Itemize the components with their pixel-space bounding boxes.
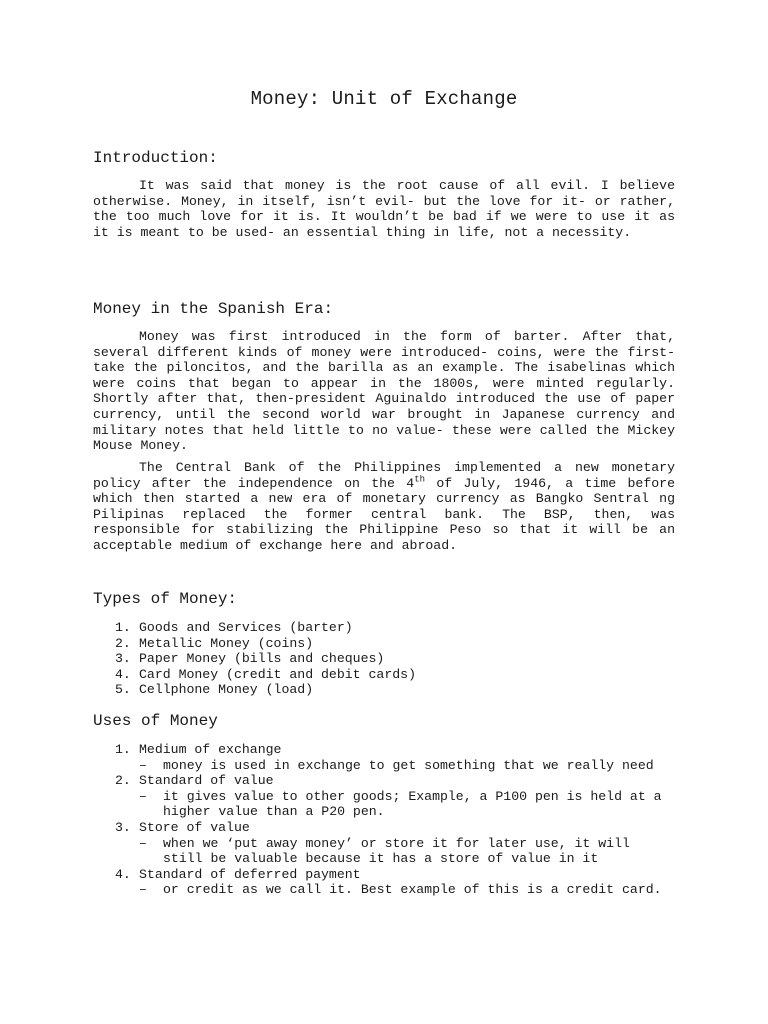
list-number: 1. xyxy=(115,620,131,635)
dash-bullet: – xyxy=(139,882,147,898)
list-sub-item xyxy=(139,836,675,867)
list-item xyxy=(93,636,675,652)
list-text: Store of value xyxy=(139,819,250,835)
uses-of-money-list xyxy=(93,742,675,898)
list-item xyxy=(93,820,675,867)
list-text: Metallic Money (coins) xyxy=(139,635,314,651)
list-text: Cellphone Money (load) xyxy=(139,682,314,698)
dash-bullet: – xyxy=(139,788,147,804)
list-text: Medium of exchange xyxy=(139,742,282,757)
sub-item-text: money is used in exchange to get something that we really need xyxy=(163,757,654,773)
list-number: 2. xyxy=(115,773,131,789)
paragraph-spanish-era-2-part-b: of July, 1946, a time before which then started a new era of monetary currency as Bangko Sentral ng Pilipinas replaced the former central bank. The BSP, then, was responsible for stabilizing the Philippine Peso so that it will be an acceptable medium of exchange here and abroad. xyxy=(93,475,675,553)
list-sub-item xyxy=(139,882,675,898)
document-title: Money: Unit of Exchange xyxy=(250,88,518,110)
list-number: 5. xyxy=(115,682,131,698)
ordinal-suffix: th xyxy=(414,474,426,485)
list-sub-item xyxy=(139,789,675,820)
list-number: 2. xyxy=(115,635,131,651)
list-item xyxy=(93,651,675,667)
list-text: Goods and Services (barter) xyxy=(139,620,353,635)
list-item xyxy=(93,667,675,683)
heading-types-of-money: Types of Money: xyxy=(93,590,238,608)
paragraph-spanish-era-2-part-a: The Central Bank of the Philippines implemented a new monetary policy after the independence on the 4 xyxy=(93,460,675,491)
sub-item-text: or credit as we call it. Best example of this is a credit card. xyxy=(163,882,662,898)
list-sub-item xyxy=(139,758,675,774)
dash-bullet: – xyxy=(139,757,147,773)
heading-uses-of-money: Uses of Money xyxy=(93,712,218,730)
list-text: Standard of value xyxy=(139,773,274,789)
paragraph-spanish-era-2 xyxy=(93,460,675,554)
types-of-money-list xyxy=(93,620,675,698)
list-text: Standard of deferred payment xyxy=(139,866,361,882)
heading-introduction: Introduction: xyxy=(93,149,218,167)
list-item xyxy=(93,773,675,820)
paragraph-introduction: It was said that money is the root cause of all evil. I believe otherwise. Money, in itself, isn’t evil- but the love for it- or rather, the too much love for it is. It wouldn’t be bad if we were to use it as it is meant to be used- an essential thing in life, not a necessity. xyxy=(93,178,675,240)
dash-bullet: – xyxy=(139,835,147,851)
list-item xyxy=(93,867,675,898)
list-item xyxy=(93,742,675,773)
list-item xyxy=(93,682,675,698)
list-text: Card Money (credit and debit cards) xyxy=(139,666,416,682)
list-item xyxy=(93,620,675,636)
list-number: 4. xyxy=(115,866,131,882)
list-text: Paper Money (bills and cheques) xyxy=(139,651,385,667)
list-number: 3. xyxy=(115,651,131,667)
heading-spanish-era: Money in the Spanish Era: xyxy=(93,300,334,318)
paragraph-spanish-era-1: Money was first introduced in the form of barter. After that, several different kinds of money were introduced- coins, were the first- take the piloncitos, and the barilla as an example. The isabelinas which were coins that began to appear in the 1800s, were minted regularly. Shortly after that, then-president Aguinaldo introduced the use of paper currency, until the second world war brought in Japanese currency and military notes that held little to no value- these were called the Mickey Mouse Money. xyxy=(93,329,675,454)
list-number: 4. xyxy=(115,666,131,682)
sub-item-text: when we ‘put away money’ or store it for later use, it will still be valuable because it has a store of value in it xyxy=(163,835,630,867)
list-number: 1. xyxy=(115,742,131,757)
list-number: 3. xyxy=(115,819,131,835)
sub-item-text: it gives value to other goods; Example, a P100 pen is held at a higher value than a P20 pen. xyxy=(163,788,662,820)
